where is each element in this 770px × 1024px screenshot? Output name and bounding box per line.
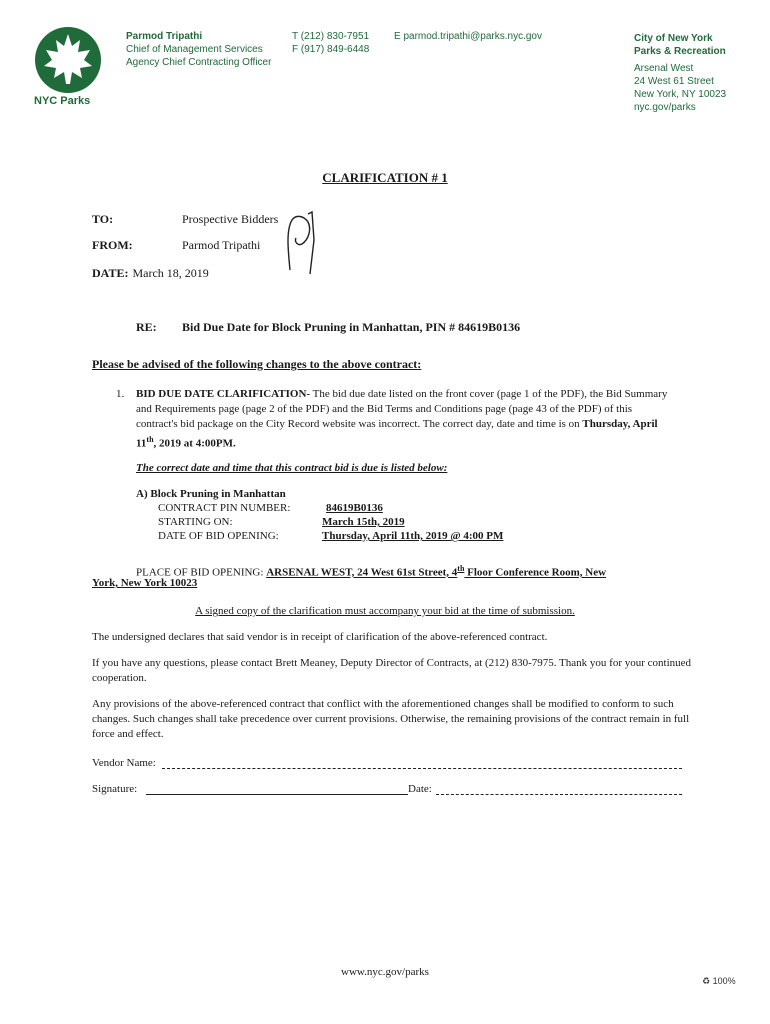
- start-label: STARTING ON:: [158, 516, 233, 528]
- signature-initials-icon: [278, 210, 326, 278]
- web-line: nyc.gov/parks: [634, 102, 696, 113]
- date-row: [92, 264, 209, 282]
- item-heading: BID DUE DATE CLARIFICATION-: [136, 388, 311, 400]
- signature-field[interactable]: [146, 794, 408, 795]
- place-value-1: ARSENAL WEST, 24 West 61st Street, 4: [266, 566, 458, 579]
- phone: T (212) 830-7951: [292, 31, 370, 42]
- item-date-suffix: th: [146, 435, 154, 444]
- questions-paragraph: If you have any questions, please contact Brett Meaney, Deputy Director of Contracts, at (212) 830-7975. Thank you for your continued cooperation.: [92, 657, 692, 684]
- advised-heading: Please be advised of the following changes to the above contract:: [92, 357, 422, 371]
- place-line: [136, 561, 696, 581]
- from-value: Parmod Tripathi: [182, 238, 261, 252]
- addr-line-2: 24 West 61 Street: [634, 76, 714, 87]
- place-label: PLACE OF BID OPENING:: [136, 566, 264, 579]
- logo-text: NYC Parks: [34, 95, 91, 107]
- vendor-name-row: [92, 756, 156, 771]
- place-suffix: th: [457, 564, 465, 573]
- nyc-parks-leaf-logo-icon: [34, 26, 102, 94]
- contact-block: [292, 30, 369, 56]
- item-paragraph: [136, 387, 676, 452]
- vendor-name-field[interactable]: [162, 768, 682, 769]
- email: E parmod.tripathi@parks.nyc.gov: [394, 31, 542, 42]
- place-value-3: York, New York 10023: [92, 577, 198, 589]
- org-line-1: City of New York: [634, 33, 713, 44]
- org-block: [634, 32, 726, 114]
- date-label: DATE:: [92, 266, 129, 280]
- sender-title-1: Chief of Management Services: [126, 44, 263, 55]
- pin-value: 84619B0136: [326, 502, 383, 514]
- re-label: RE:: [136, 320, 157, 334]
- declares-paragraph: The undersigned declares that said vendor is in receipt of clarification of the above-referenced contract.: [92, 631, 548, 643]
- pin-label: CONTRACT PIN NUMBER:: [158, 502, 291, 514]
- signature-label: Signature:: [92, 783, 138, 795]
- to-value: Prospective Bidders: [182, 212, 279, 226]
- date-value: March 18, 2019: [132, 266, 209, 280]
- date-field-label: Date:: [408, 783, 432, 795]
- vendor-name-label: Vendor Name:: [92, 757, 156, 769]
- item-number: 1.: [116, 388, 125, 400]
- recycle-badge: [702, 976, 736, 987]
- item-date: Thursday, April 11: [136, 418, 658, 450]
- start-value: March 15th, 2019: [322, 516, 405, 528]
- addr-line-3: New York, NY 10023: [634, 89, 727, 100]
- sub-heading: A) Block Pruning in Manhattan: [136, 488, 286, 500]
- sender-block: [126, 30, 271, 69]
- footer-url: www.nyc.gov/parks: [341, 966, 429, 978]
- from-label: FROM:: [92, 238, 133, 252]
- re-value: Bid Due Date for Block Pruning in Manhattan, PIN # 84619B0136: [182, 320, 521, 334]
- provisions-paragraph: Any provisions of the above-referenced contract that conflict with the aforementioned changes shall be modified to conform to such changes. Such changes shall take precedence over current provisions. Otherwise, the remaining provisions of the contract remain in full force and effect.: [92, 698, 690, 740]
- item-date-tail: , 2019 at 4:00PM.: [153, 437, 236, 450]
- item-body: The bid due date listed on the front cover (page 1 of the PDF), the Bid Summary and Requirements page (page 2 of the PDF) and the Bid Terms and Conditions page (page 43 of the PDF) of this contract's bid package on the City Record website was incorrect. The correct day, date and time is on: [136, 388, 668, 430]
- place-value-2: Floor Conference Room, New: [464, 566, 607, 579]
- fax: F (917) 849-6448: [292, 44, 370, 55]
- opening-label: DATE OF BID OPENING:: [158, 530, 279, 542]
- date-field[interactable]: [436, 794, 682, 795]
- to-label: TO:: [92, 212, 114, 226]
- opening-value: Thursday, April 11th, 2019 @ 4:00 PM: [322, 530, 504, 542]
- org-line-2: Parks & Recreation: [634, 46, 726, 57]
- addr-line-1: Arsenal West: [634, 63, 694, 74]
- recycle-percent: 100%: [712, 976, 736, 986]
- signed-copy-note: A signed copy of the clarification must accompany your bid at the time of submission.: [195, 605, 575, 617]
- recycle-icon: ♻: [702, 976, 711, 986]
- sender-title-2: Agency Chief Contracting Officer: [126, 57, 272, 68]
- correct-date-line: The correct date and time that this contract bid is due is listed below:: [136, 462, 448, 474]
- sender-name: Parmod Tripathi: [126, 31, 203, 42]
- document-title: CLARIFICATION # 1: [322, 170, 448, 185]
